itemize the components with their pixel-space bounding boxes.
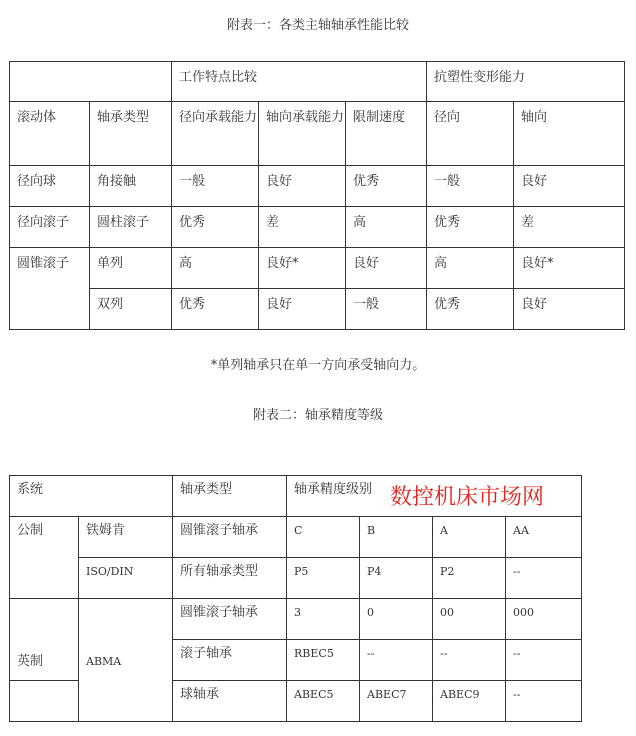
table-cell: 差	[259, 207, 346, 248]
table-cell: 径向滚子	[10, 207, 90, 248]
table-cell: 圆锥滚子轴承	[173, 517, 287, 558]
table-cell: AA	[506, 517, 582, 558]
column-header: 轴承类型	[90, 102, 172, 166]
table-row	[10, 558, 582, 599]
table-cell: 高	[172, 248, 259, 289]
site-watermark: 数控机床市场网	[390, 485, 545, 510]
column-header: 轴承类型	[173, 476, 287, 517]
table-cell: 一般	[172, 166, 259, 207]
table-cell: 优秀	[172, 289, 259, 330]
column-header: 径向承载能力	[172, 102, 259, 166]
table-cell: 良好	[346, 248, 427, 289]
column-header: 轴承精度级别	[287, 476, 582, 517]
bearing-precision-table	[9, 475, 582, 722]
table-cell: ABEC7	[360, 681, 433, 722]
column-header: 滚动体	[10, 102, 90, 166]
table2-title: 附表二：轴承精度等级	[252, 408, 383, 423]
table-cell: ABEC9	[433, 681, 506, 722]
column-header: 轴向	[514, 102, 625, 166]
table-cell: 3	[287, 599, 360, 640]
table-row	[10, 248, 625, 289]
table-cell: 高	[427, 248, 514, 289]
table-cell: ABEC5	[287, 681, 360, 722]
table-cell: 良好*	[514, 248, 625, 289]
table-cell: P5	[287, 558, 360, 599]
table-cell: 圆锥滚子轴承	[173, 599, 287, 640]
table-cell: P2	[433, 558, 506, 599]
table-cell: 径向球	[10, 166, 90, 207]
table-cell: ABMA	[79, 599, 173, 722]
table-cell: --	[360, 640, 433, 681]
table-row	[10, 289, 625, 330]
table-cell: 良好	[514, 289, 625, 330]
table-cell: --	[506, 558, 582, 599]
table-cell: B	[360, 517, 433, 558]
table-cell: RBEC5	[287, 640, 360, 681]
table-cell: 良好	[259, 166, 346, 207]
table-cell	[10, 62, 172, 102]
table-cell: 00	[433, 599, 506, 640]
column-header: 径向	[427, 102, 514, 166]
table-cell: 一般	[427, 166, 514, 207]
table-row	[10, 62, 625, 102]
table-cell: 优秀	[346, 166, 427, 207]
table-cell: 高	[346, 207, 427, 248]
table-cell: 优秀	[427, 289, 514, 330]
table-cell: ISO/DIN	[79, 558, 173, 599]
table-cell: 滚子轴承	[173, 640, 287, 681]
group-header-work: 工作特点比较	[172, 62, 427, 102]
column-header: 限制速度	[346, 102, 427, 166]
table-header-row	[10, 102, 625, 166]
table-cell: --	[506, 681, 582, 722]
table-cell: 良好*	[259, 248, 346, 289]
table-cell: C	[287, 517, 360, 558]
table-row	[10, 166, 625, 207]
table-cell: 圆柱滚子	[90, 207, 172, 248]
table-cell: 000	[506, 599, 582, 640]
table-cell: A	[433, 517, 506, 558]
table-cell: 差	[514, 207, 625, 248]
table-cell: 铁姆肯	[79, 517, 173, 558]
table-cell: 单列	[90, 248, 172, 289]
table-cell: --	[506, 640, 582, 681]
table-cell: 优秀	[172, 207, 259, 248]
table-cell: 双列	[90, 289, 172, 330]
table-row	[10, 207, 625, 248]
table-cell: 所有轴承类型	[173, 558, 287, 599]
table-row	[10, 599, 582, 640]
table-cell: --	[433, 640, 506, 681]
column-header: 轴向承载能力	[259, 102, 346, 166]
table-cell: P4	[360, 558, 433, 599]
table-cell: 优秀	[427, 207, 514, 248]
table-cell: 球轴承	[173, 681, 287, 722]
table-cell: 角接触	[90, 166, 172, 207]
table-cell: 良好	[514, 166, 625, 207]
table-cell: 一般	[346, 289, 427, 330]
table-cell: 英制	[10, 599, 79, 681]
table1-footnote: *单列轴承只在单一方向承受轴向力。	[210, 358, 426, 373]
table-row	[10, 517, 582, 558]
table-cell	[10, 681, 79, 722]
table1-title: 附表一：各类主轴轴承性能比较	[226, 18, 409, 33]
table-cell: 圆锥滚子	[10, 248, 90, 330]
table-cell: 良好	[259, 289, 346, 330]
bearing-performance-table	[9, 61, 625, 330]
column-header: 系统	[10, 476, 173, 517]
table-cell: 公制	[10, 517, 79, 599]
group-header-plastic: 抗塑性变形能力	[427, 62, 625, 102]
table-cell: 0	[360, 599, 433, 640]
